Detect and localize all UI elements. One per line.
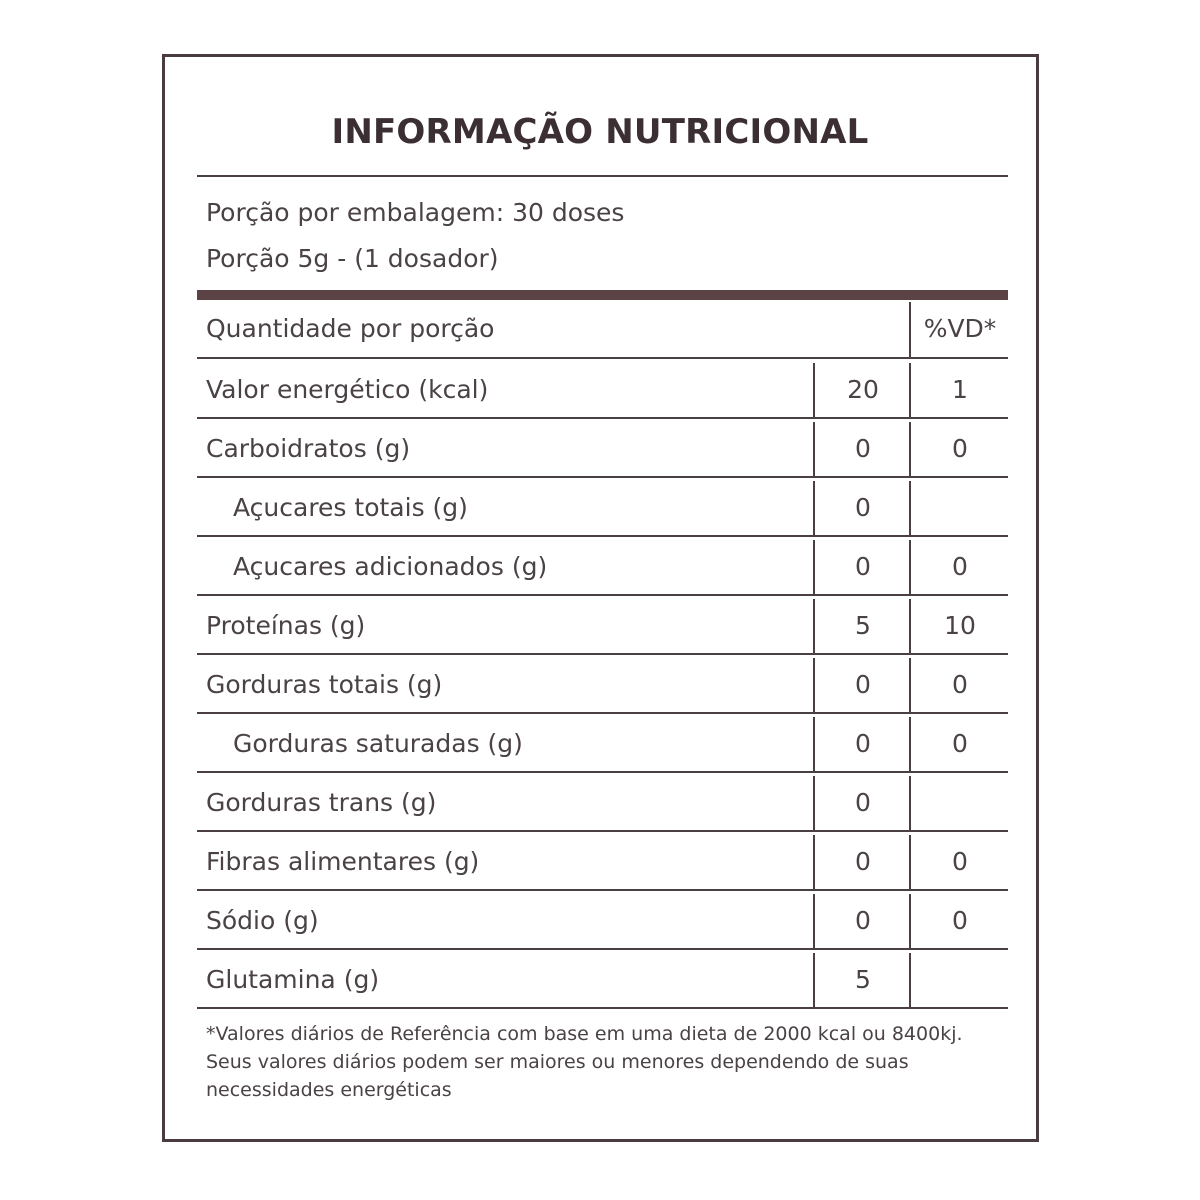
nutrient-label: Glutamina (g) [206,965,380,994]
nutrient-label: Fibras alimentares (g) [206,847,480,876]
nutrient-label: Gorduras totais (g) [206,670,443,699]
column-separator [909,953,911,1008]
column-separator [909,481,911,536]
nutrient-value: 0 [855,493,871,522]
portion-size: Porção 5g - (1 dosador) [206,244,499,273]
divider-top [197,175,1008,177]
row-divider [197,535,1008,537]
row-divider [197,653,1008,655]
column-separator [813,776,815,831]
column-separator [813,481,815,536]
divider-header [197,357,1008,359]
row-divider [197,830,1008,832]
nutrient-value: 0 [855,670,871,699]
nutrient-daily-value: 0 [952,729,968,758]
row-divider [197,1007,1008,1009]
column-separator [813,422,815,477]
row-divider [197,712,1008,714]
row-divider [197,594,1008,596]
nutrient-daily-value: 10 [944,611,976,640]
nutrient-label: Carboidratos (g) [206,434,411,463]
servings-per-package: Porção por embalagem: 30 doses [206,198,625,227]
nutrient-daily-value: 0 [952,670,968,699]
nutrient-daily-value: 0 [952,906,968,935]
nutrient-value: 0 [855,434,871,463]
row-divider [197,771,1008,773]
column-separator [813,363,815,418]
nutrient-value: 0 [855,788,871,817]
column-separator [909,894,911,949]
nutrient-value: 0 [855,729,871,758]
quantity-per-portion-header: Quantidade por porção [206,314,495,343]
nutrient-label: Proteínas (g) [206,611,366,640]
nutrient-label: Gorduras trans (g) [206,788,437,817]
nutrient-value: 20 [847,375,879,404]
column-separator [909,540,911,595]
column-separator [813,894,815,949]
row-divider [197,948,1008,950]
nutrient-value: 0 [855,847,871,876]
column-separator [813,599,815,654]
nutrient-value: 5 [855,611,871,640]
nutrient-value: 0 [855,906,871,935]
footnote [206,1020,1006,1104]
nutrient-label: Sódio (g) [206,906,319,935]
nutrient-value: 0 [855,552,871,581]
column-separator [813,658,815,713]
column-separator [813,717,815,772]
column-separator [909,363,911,418]
footnote-line: *Valores diários de Referência com base em uma dieta de 2000 kcal ou 8400kj. [206,1023,963,1045]
nutrient-value: 5 [855,965,871,994]
nutrient-daily-value: 1 [952,375,968,404]
nutrient-label: Valor energético (kcal) [206,375,489,404]
nutrient-daily-value: 0 [952,434,968,463]
column-separator [909,599,911,654]
row-divider [197,889,1008,891]
nutrient-label: Açucares adicionados (g) [233,552,548,581]
divider-thick [197,290,1008,300]
column-separator [909,658,911,713]
column-separator [813,540,815,595]
daily-value-header: %VD* [923,314,997,343]
column-separator [909,422,911,477]
row-divider [197,417,1008,419]
nutrient-daily-value: 0 [952,552,968,581]
page-title: INFORMAÇÃO NUTRICIONAL [331,112,869,152]
column-separator [813,953,815,1008]
column-separator [909,835,911,890]
column-separator [909,717,911,772]
footnote-line: Seus valores diários podem ser maiores ou menores dependendo de suas [206,1051,909,1073]
column-separator [813,835,815,890]
header-column-separator [909,302,911,358]
nutrient-daily-value: 0 [952,847,968,876]
row-divider [197,476,1008,478]
column-separator [909,776,911,831]
nutrient-label: Açucares totais (g) [233,493,468,522]
footnote-line: necessidades energéticas [206,1079,452,1101]
nutrient-label: Gorduras saturadas (g) [233,729,523,758]
